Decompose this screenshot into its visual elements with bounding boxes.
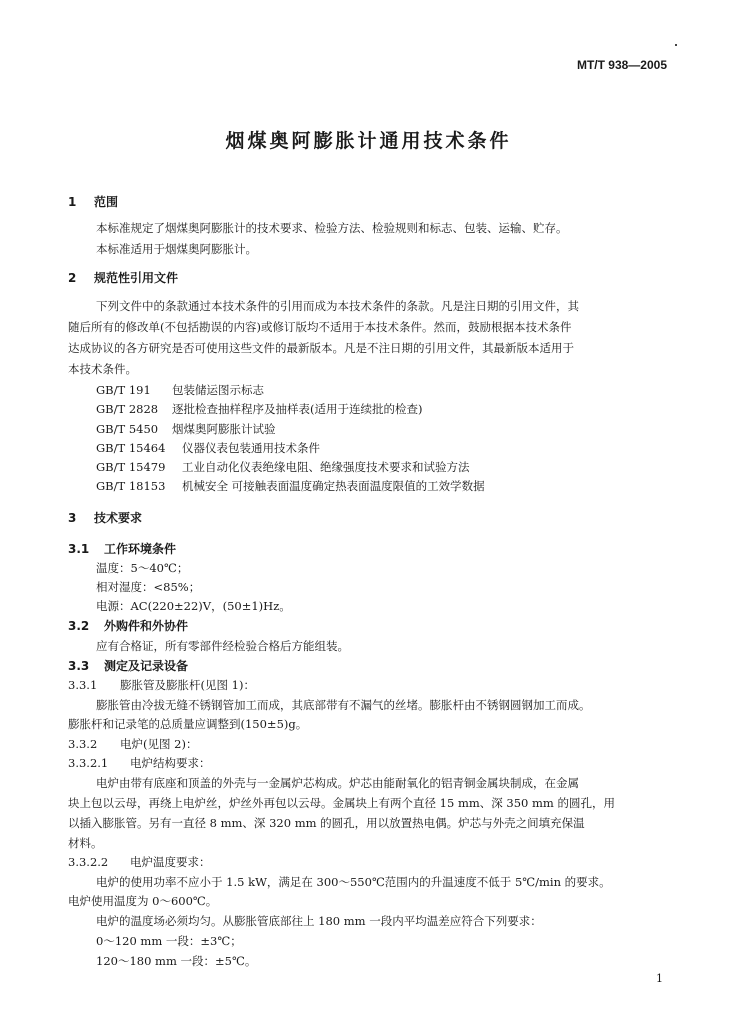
section-2-heading: [68, 269, 178, 286]
paragraph-line: 电炉的温度场必须均匀。从膨胀管底部往上 180 mm 一段内平均温差应符合下列要求：: [96, 914, 542, 928]
reference-item: [96, 421, 276, 437]
standard-number: MT/T 938—2005: [576, 58, 667, 72]
clause-number: 3.3.2.2: [68, 855, 109, 869]
condition-line: 电源：AC(220±22)V，(50±1)Hz。: [96, 599, 291, 613]
paragraph-line: 膨胀管由冷拔无缝不锈钢管加工而成，其底部带有不漏气的丝堵。膨胀杆由不锈钢圆钢加工而成。: [96, 698, 591, 712]
section-title: 范围: [94, 195, 119, 209]
reference-item: [96, 440, 320, 456]
clause-3-3-2-1-heading: [68, 755, 211, 771]
clause-number: 3.3.2: [68, 737, 98, 751]
subsection-title: 测定及记录设备: [104, 659, 189, 673]
paragraph-line: 随后所有的修改单(不包括勘误的内容)或修订版均不适用于本技术条件。然而，鼓励根据本技术条件: [68, 320, 572, 334]
section-1-heading: [68, 193, 118, 210]
clause-3-3-1-heading: [68, 677, 255, 693]
reference-code: GB/T 5450: [96, 422, 159, 436]
scan-mark: [675, 44, 677, 46]
page-number: 1: [656, 972, 663, 985]
section-title: 规范性引用文件: [94, 271, 179, 285]
clause-number: 3.3.1: [68, 678, 98, 692]
subsection-3-3-heading: [68, 657, 188, 674]
subsection-number: 3.2: [68, 619, 90, 633]
subsection-3-1-heading: [68, 540, 176, 557]
paragraph: 应有合格证，所有零部件经检验合格后方能组装。: [96, 639, 349, 653]
clause-title: 膨胀管及膨胀杆(见图 1)：: [120, 678, 255, 692]
paragraph-line: 电炉的使用功率不应小于 1.5 kW，满足在 300～550℃范围内的升温速度不低于 5℃/min 的要求。: [96, 875, 611, 889]
paragraph-line: 下列文件中的条款通过本技术条件的引用而成为本技术条件的条款。凡是注日期的引用文件，其: [96, 299, 579, 313]
paragraph-line: 120～180 mm 一段：±5℃。: [96, 954, 257, 968]
clause-number: 3.3.2.1: [68, 756, 109, 770]
reference-code: GB/T 18153: [96, 479, 166, 493]
reference-code: GB/T 191: [96, 383, 151, 397]
clause-3-3-2-heading: [68, 736, 197, 752]
paragraph-line: 膨胀杆和记录笔的总质量应调整到(150±5)g。: [68, 717, 308, 731]
paragraph-line: 以插入膨胀管。另有一直径 8 mm、深 320 mm 的圆孔，用以放置热电偶。炉芯与外壳之间填充保温: [68, 816, 585, 830]
reference-name: 烟煤奥阿膨胀计试验: [172, 422, 276, 436]
reference-name: 机械安全 可接触表面温度确定热表面温度限值的工效学数据: [182, 479, 485, 493]
reference-item: [96, 382, 264, 398]
subsection-3-2-heading: [68, 617, 188, 634]
paragraph-line: 本技术条件。: [68, 362, 137, 376]
condition-line: 温度：5～40℃；: [96, 561, 189, 575]
section-number: 3: [68, 511, 77, 525]
section-3-heading: [68, 509, 142, 526]
reference-code: GB/T 15479: [96, 460, 166, 474]
clause-title: 电炉温度要求：: [130, 855, 211, 869]
paragraph-line: 电炉使用温度为 0～600℃。: [68, 894, 218, 908]
reference-code: GB/T 15464: [96, 441, 166, 455]
paragraph: 本标准规定了烟煤奥阿膨胀计的技术要求、检验方法、检验规则和标志、包装、运输、贮存。: [96, 221, 568, 235]
condition-line: 相对湿度：<85%；: [96, 580, 201, 594]
subsection-title: 工作环境条件: [104, 542, 177, 556]
paragraph-line: 达成协议的各方研究是否可使用这些文件的最新版本。凡是不注日期的引用文件，其最新版本适用于: [68, 341, 574, 355]
clause-3-3-2-2-heading: [68, 854, 211, 870]
reference-name: 工业自动化仪表绝缘电阻、绝缘强度技术要求和试验方法: [182, 460, 470, 474]
subsection-number: 3.3: [68, 659, 90, 673]
clause-title: 电炉(见图 2)：: [120, 737, 198, 751]
paragraph-line: 电炉由带有底座和顶盖的外壳与一金属炉芯构成。炉芯由能耐氧化的铝青铜金属块制成，在金属: [96, 776, 579, 790]
reference-name: 包装储运图示标志: [172, 383, 264, 397]
paragraph-line: 0～120 mm 一段：±3℃；: [96, 934, 242, 948]
reference-name: 逐批检查抽样程序及抽样表(适用于连续批的检查): [172, 402, 423, 416]
section-number: 2: [68, 271, 77, 285]
document-title: 烟煤奥阿膨胀计通用技术条件: [225, 130, 512, 152]
paragraph-line: 材料。: [68, 836, 103, 850]
paragraph: 本标准适用于烟煤奥阿膨胀计。: [96, 242, 257, 256]
reference-name: 仪器仪表包装通用技术条件: [182, 441, 320, 455]
subsection-title: 外购件和外协件: [104, 619, 189, 633]
reference-item: [96, 401, 422, 417]
reference-item: [96, 459, 470, 475]
subsection-number: 3.1: [68, 542, 90, 556]
section-title: 技术要求: [94, 511, 143, 525]
reference-item: [96, 478, 485, 494]
section-number: 1: [68, 195, 77, 209]
clause-title: 电炉结构要求：: [130, 756, 211, 770]
paragraph-line: 块上包以云母，再绕上电炉丝，炉丝外再包以云母。金属块上有两个直径 15 mm、深 350 mm 的圆孔，用: [68, 796, 615, 810]
reference-code: GB/T 2828: [96, 402, 159, 416]
